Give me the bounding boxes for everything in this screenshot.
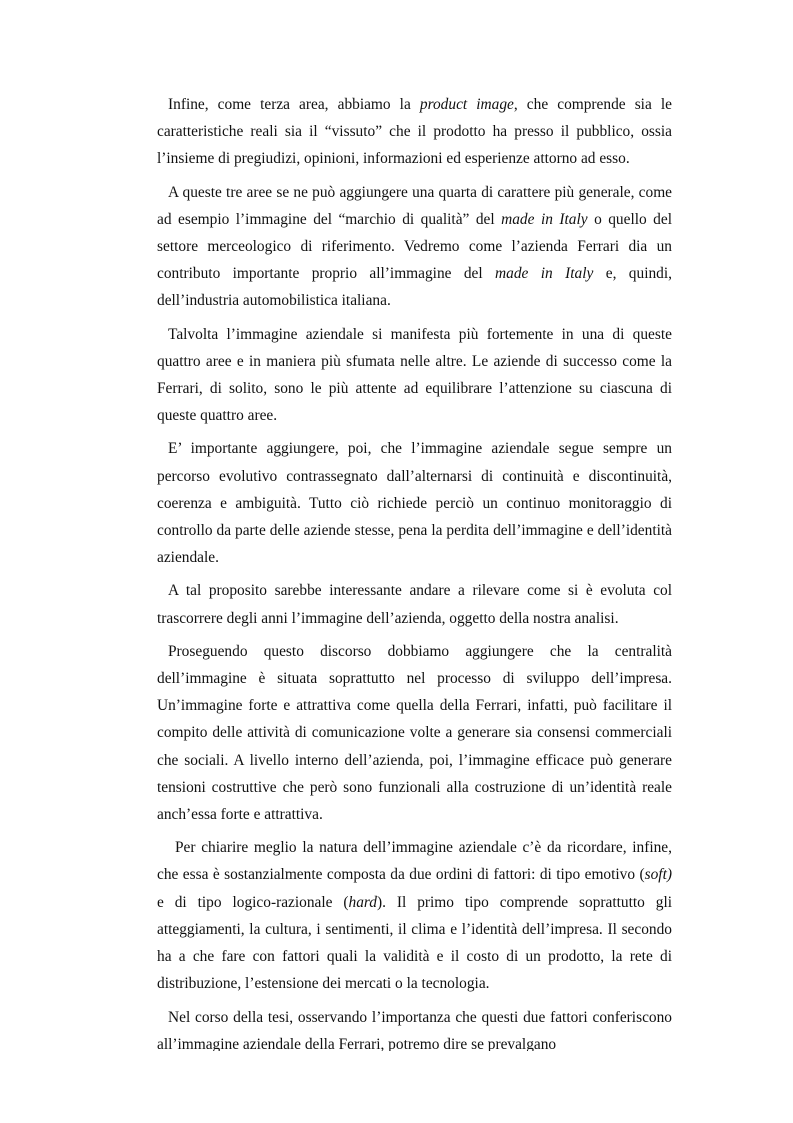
italic-text-run: made in Italy	[501, 210, 588, 228]
text-run: A tal proposito sarebbe interessante andare a rilevare come si è evoluta col trascorrere degli anni l’immagine dell’azienda, oggetto della nostra analisi.	[157, 582, 672, 627]
paragraph	[157, 91, 672, 173]
text-run: ). Il primo tipo comprende soprattutto gli atteggiamenti, la cultura, i sentimenti, il clima e l’identità dell’impresa. Il secondo ha a che fare con fattori quali la validità e il costo di un prodotto, la rete di distribuzione, l’estensione dei mercati o la tecnologia.	[157, 893, 672, 993]
text-run: Infine, come terza area, abbiamo la	[168, 96, 420, 113]
italic-text-run: hard	[348, 893, 378, 911]
text-run: Nel corso della tesi, osservando l’importanza che questi due fattori conferiscono all’immagine aziendale della Ferrari, potremo dire se prevalgano	[157, 1008, 672, 1051]
italic-text-run: soft)	[644, 866, 672, 884]
paragraph	[157, 321, 672, 430]
text-run: Talvolta l’immagine aziendale si manifesta più fortemente in una di queste quattro aree e in maniera più sfumata nelle altre. Le aziende di successo come la Ferrari, di solito, sono le più attente ad equilibrare l’attenzione su ciascuna di queste quattro aree.	[157, 325, 672, 425]
text-run: Proseguendo questo discorso dobbiamo aggiungere che la centralità dell’immagine è situata soprattutto nel processo di sviluppo dell’impresa. Un’immagine forte e attrattiva come quella della Ferrari, infatti, può facilitare il compito delle attività di comunicazione volte a generare sia consensi commerciali che sociali. A livello interno dell’azienda, poi, l’immagine efficace può generare tensioni costruttive che però sono funzionali alla costruzione di un’identità reale anch’essa forte e attrattiva.	[157, 642, 672, 824]
text-run: , che comprende sia le caratteristiche reali sia il “vissuto” che il prodotto ha presso il pubblico, ossia l’insieme di pregiudizi, opinioni, informazioni ed esperienze attorno ad esso.	[157, 96, 672, 168]
text-run: E’ importante aggiungere, poi, che l’immagine aziendale segue sempre un percorso evolutivo contrassegnato dall’alternarsi di continuità e discontinuità, coerenza e ambiguità. Tutto ciò richiede perciò un continuo monitoraggio di controllo da parte delle aziende stesse, pena la perdita dell’immagine e dell’identità aziendale.	[157, 440, 672, 567]
paragraph	[157, 179, 672, 315]
paragraph	[157, 577, 672, 631]
italic-text-run: made in Italy	[495, 265, 594, 283]
text-run: e, quindi, dell’industria automobilistica italiana.	[157, 265, 672, 310]
text-run: e di tipo logico-razionale (	[157, 893, 349, 911]
document-page	[157, 91, 672, 1051]
text-run: o quello del settore merceologico di riferimento. Vedremo come l’azienda Ferrari dia un contributo importante proprio all’immagine del	[157, 210, 672, 283]
text-run: Per chiarire meglio la natura dell’immagine aziendale c’è da ricordare, infine, che essa è sostanzialmente composta da due ordini di fattori: di tipo emotivo (	[157, 839, 672, 884]
paragraph	[157, 435, 672, 571]
paragraph	[157, 638, 672, 828]
italic-text-run: product image	[419, 96, 514, 113]
paragraph	[157, 1004, 672, 1052]
paragraph	[157, 834, 672, 997]
text-run: A queste tre aree se ne può aggiungere una quarta di carattere più generale, come ad esempio l’immagine del “marchio di qualità” del	[157, 183, 672, 228]
